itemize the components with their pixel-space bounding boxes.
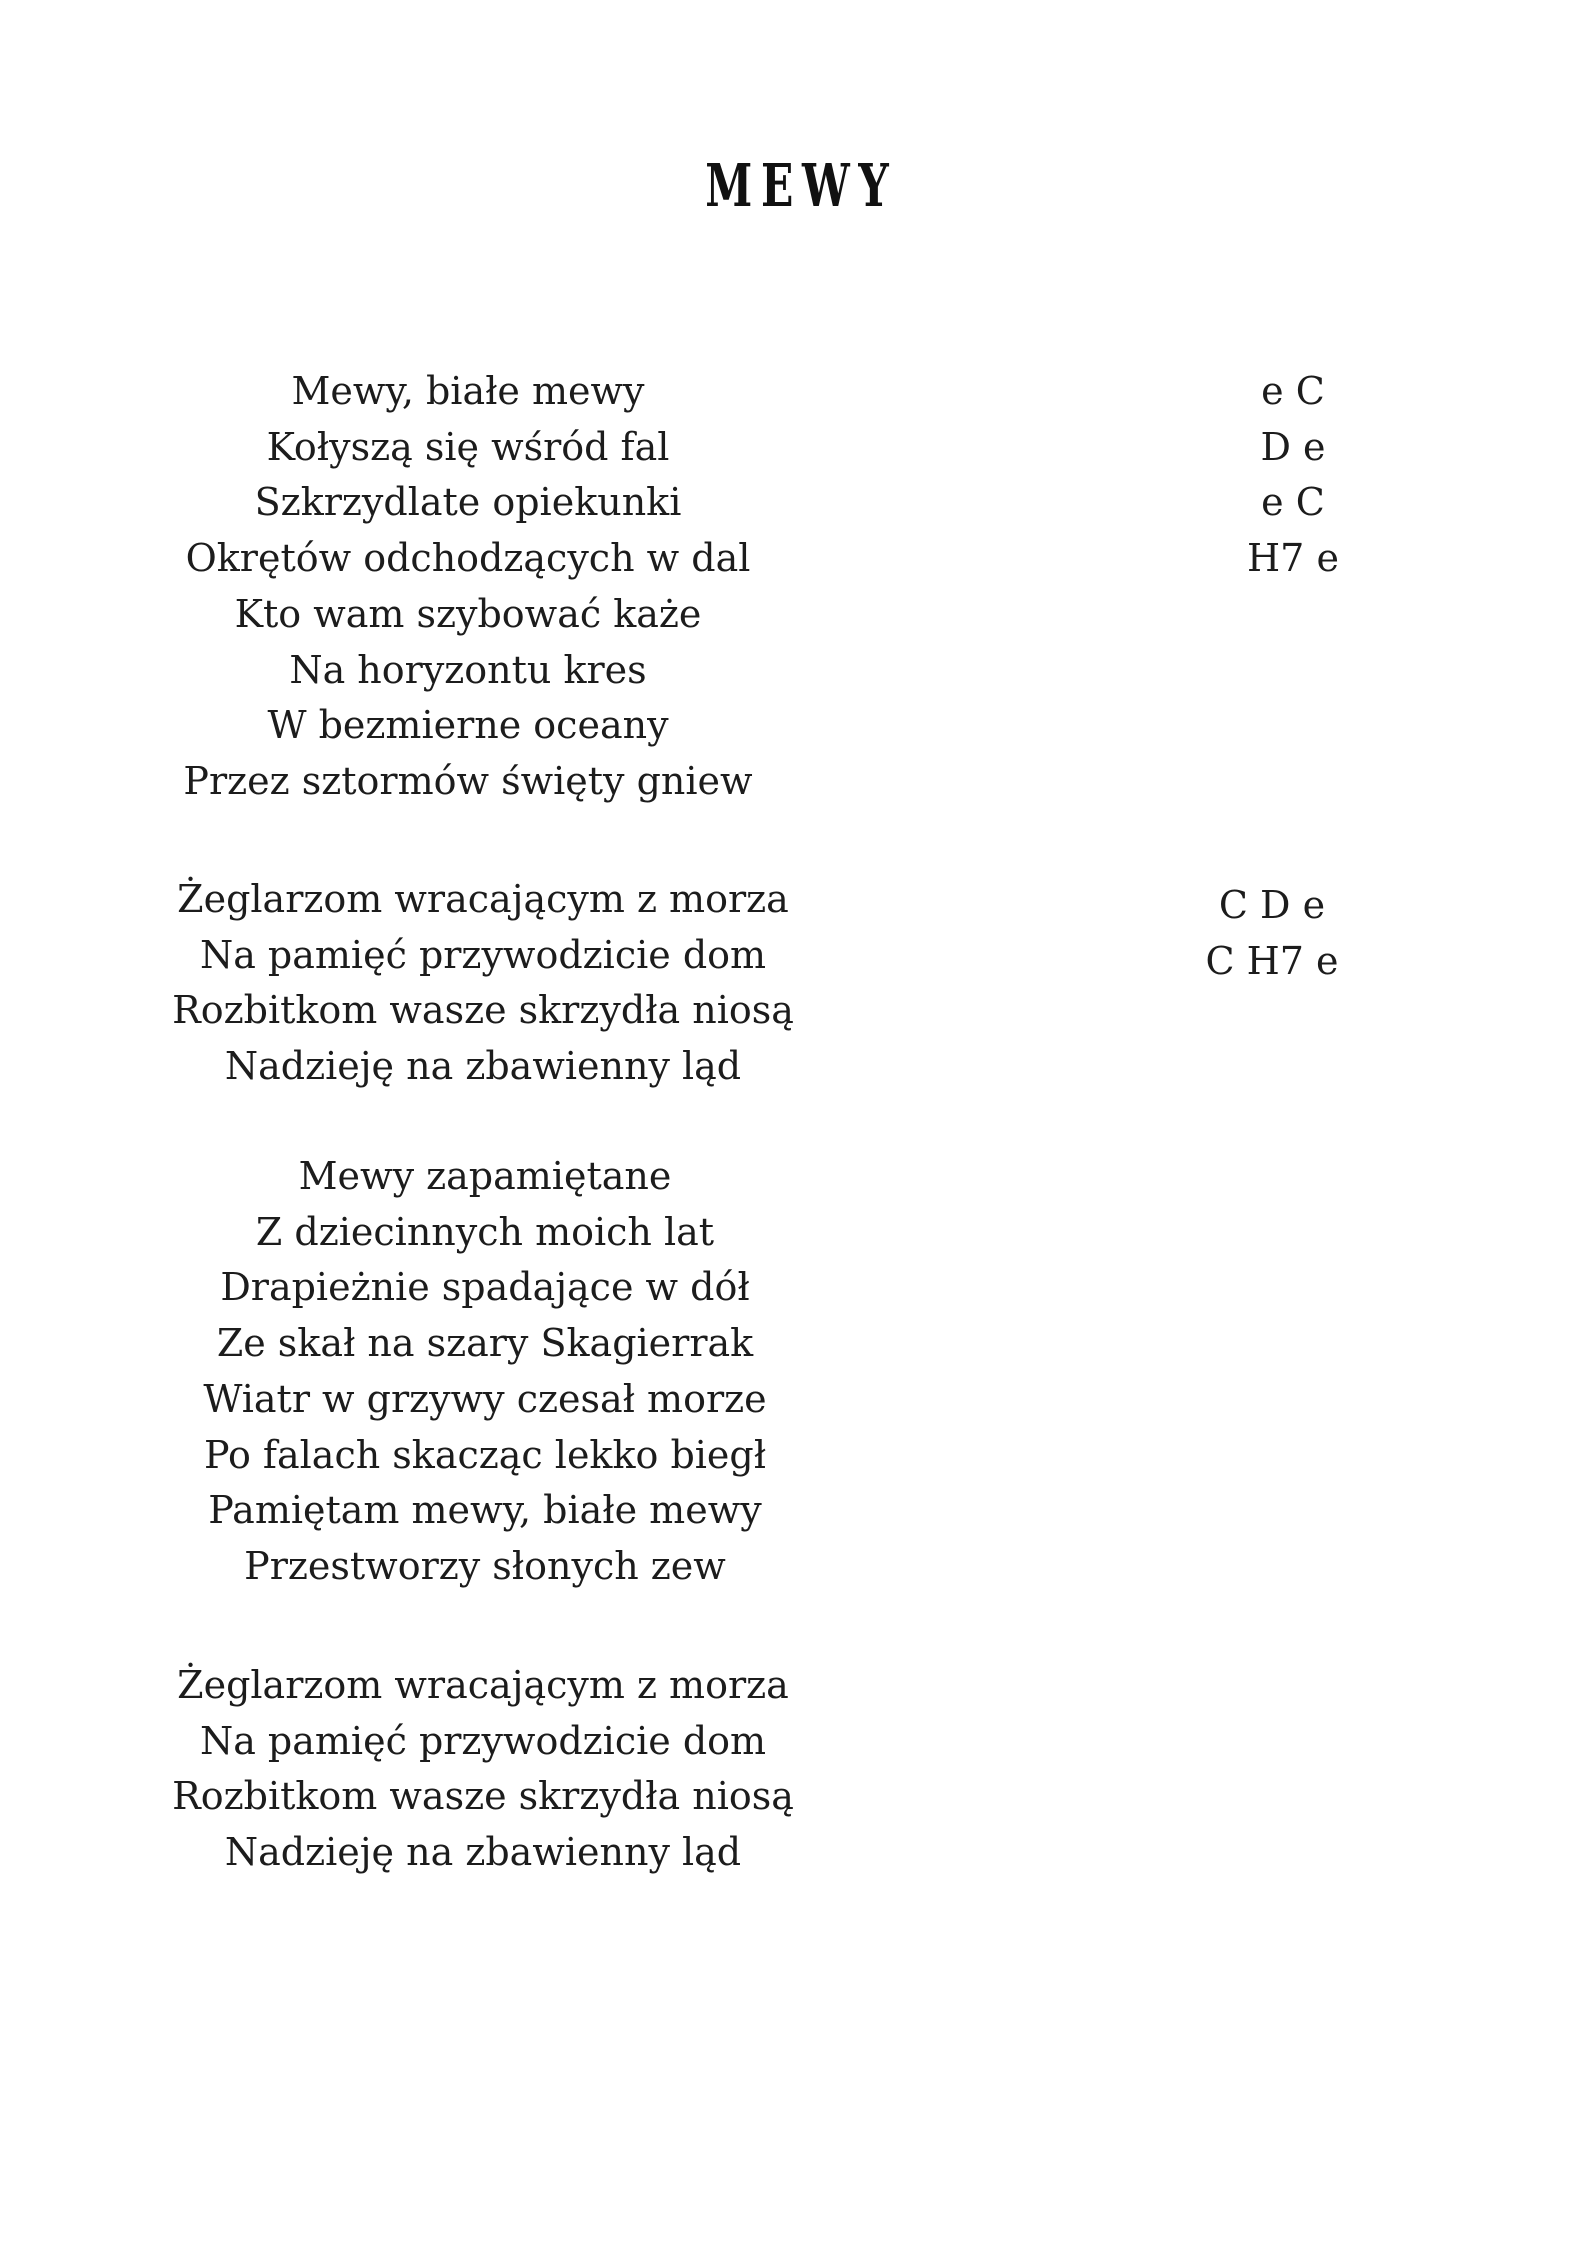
chord-line: e C xyxy=(1261,369,1325,413)
verse-1-stanza xyxy=(118,364,818,810)
chorus-chords xyxy=(1172,878,1372,989)
chord-line: H7 e xyxy=(1247,536,1339,581)
lyric-line: Żeglarzom wracającym z morza xyxy=(177,877,789,921)
chorus-1-stanza xyxy=(133,872,833,1095)
chord-line: C H7 e xyxy=(1205,938,1339,983)
lyric-line: Po falach skacząc lekko biegł xyxy=(203,1432,767,1477)
lyric-line: Drapieżnie spadające w dół xyxy=(220,1265,750,1310)
song-title: MEWY xyxy=(705,151,898,220)
verse-2-stanza xyxy=(135,1149,835,1595)
lyric-line: Nadzieję na zbawienny ląd xyxy=(224,1830,742,1875)
lyric-line: Okrętów odchodzących w dal xyxy=(185,536,751,581)
chord-line: e C xyxy=(1261,480,1325,525)
lyric-line: Na pamięć przywodzicie dom xyxy=(199,932,767,977)
chord-line: C D e xyxy=(1218,883,1326,927)
lyric-line: Szkrzydlate opiekunki xyxy=(254,480,682,525)
lyric-line: Pamiętam mewy, białe mewy xyxy=(208,1488,762,1533)
lyric-line: Przestworzy słonych zew xyxy=(244,1543,726,1588)
chord-line: D e xyxy=(1260,424,1326,469)
lyric-line: Z dziecinnych moich lat xyxy=(255,1209,715,1254)
chorus-2-stanza xyxy=(133,1658,833,1881)
lyric-line: Nadzieję na zbawienny ląd xyxy=(224,1044,742,1089)
lyric-line: Rozbitkom wasze skrzydła niosą xyxy=(172,988,794,1033)
lyric-line: Kto wam szybować każe xyxy=(234,591,702,636)
lyric-line: Mewy, białe mewy xyxy=(291,369,645,413)
lyric-line: Na pamięć przywodzicie dom xyxy=(199,1718,767,1763)
verse-chords xyxy=(1193,364,1393,587)
lyric-line: W bezmierne oceany xyxy=(267,703,669,748)
lyric-line: Rozbitkom wasze skrzydła niosą xyxy=(172,1774,794,1819)
lyric-line: Mewy zapamiętane xyxy=(298,1154,672,1198)
lyric-line: Na horyzontu kres xyxy=(289,647,647,692)
lyric-line: Ze skał na szary Skagierrak xyxy=(216,1321,754,1366)
lyric-line: Wiatr w grzywy czesał morze xyxy=(203,1376,767,1421)
lyric-line: Kołyszą się wśród fal xyxy=(266,424,670,469)
lyric-line: Żeglarzom wracającym z morza xyxy=(177,1663,789,1707)
lyric-line: Przez sztormów święty gniew xyxy=(183,758,753,803)
